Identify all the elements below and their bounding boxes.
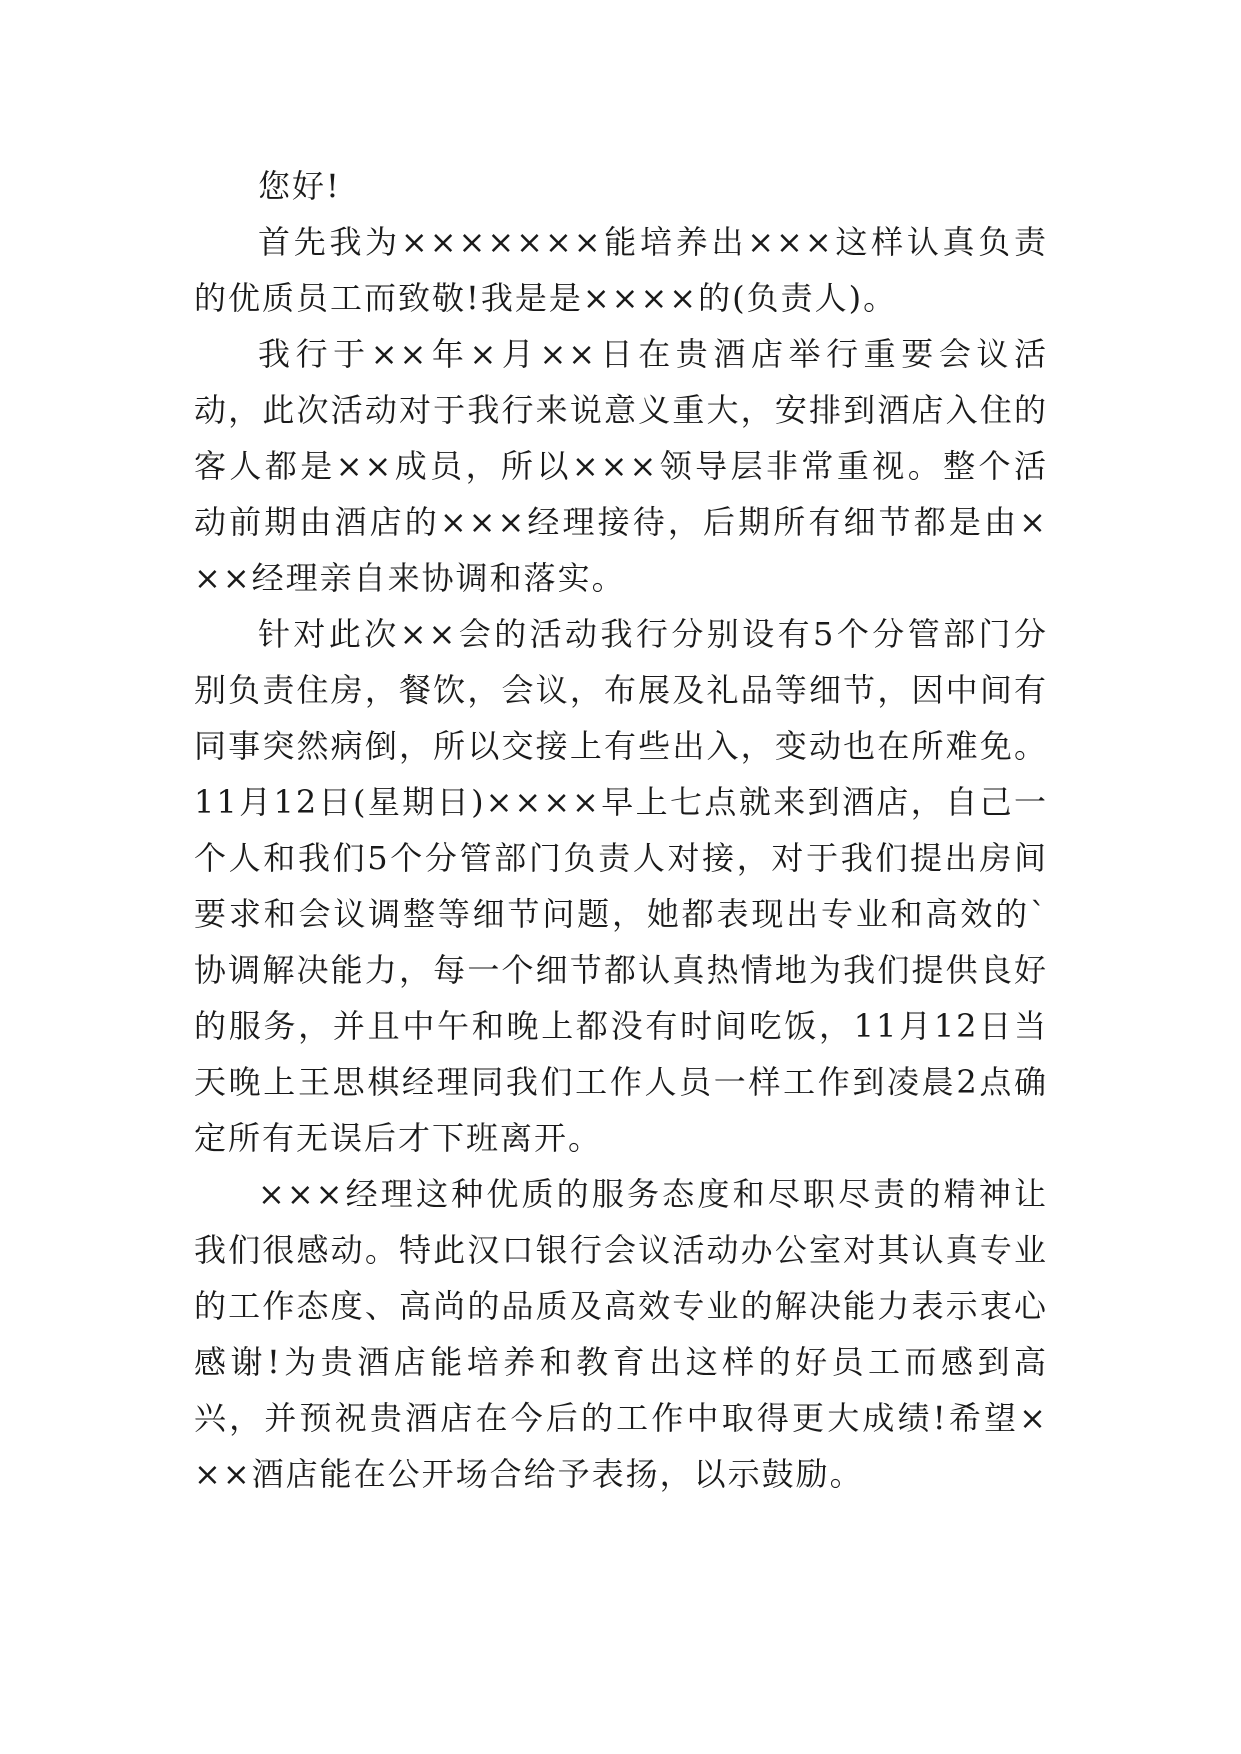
- event-background-paragraph: 我行于××年×月××日在贵酒店举行重要会议活动，此次活动对于我行来说意义重大，安排到酒店入住的客人都是××成员，所以×××领导层非常重视。整个活动前期由酒店的×××经理接待，后期所有细节都是由×××经理亲自来协调和落实。: [194, 335, 1048, 597]
- thanks-paragraph: ×××经理这种优质的服务态度和尽职尽责的精神让我们很感动。特此汉口银行会议活动办公室对其认真专业的工作态度、高尚的品质及高效专业的解决能力表示衷心感谢!为贵酒店能培养和教育出这样的好员工而感到高兴，并预祝贵酒店在今后的工作中取得更大成绩!希望×××酒店能在公开场合给予表扬，以示鼓励。: [194, 1175, 1048, 1493]
- greeting-paragraph: 您好!: [258, 167, 341, 205]
- letter-body: [194, 158, 1048, 1502]
- service-details-paragraph: 针对此次××会的活动我行分别设有5个分管部门分别负责住房，餐饮，会议，布展及礼品等细节，因中间有同事突然病倒，所以交接上有些出入，变动也在所难免。11月12日(星期日)××××早上七点就来到酒店，自己一个人和我们5个分管部门负责人对接，对于我们提出房间要求和会议调整等细节问题，她都表现出专业和高效的`协调解决能力，每一个细节都认真热情地为我们提供良好的服务，并且中午和晚上都没有时间吃饭，11月12日当天晚上王思棋经理同我们工作人员一样工作到凌晨2点确定所有无误后才下班离开。: [194, 615, 1048, 1157]
- opening-paragraph: 首先我为×××××××能培养出×××这样认真负责的优质员工而致敬!我是是××××的(负责人)。: [194, 223, 1048, 317]
